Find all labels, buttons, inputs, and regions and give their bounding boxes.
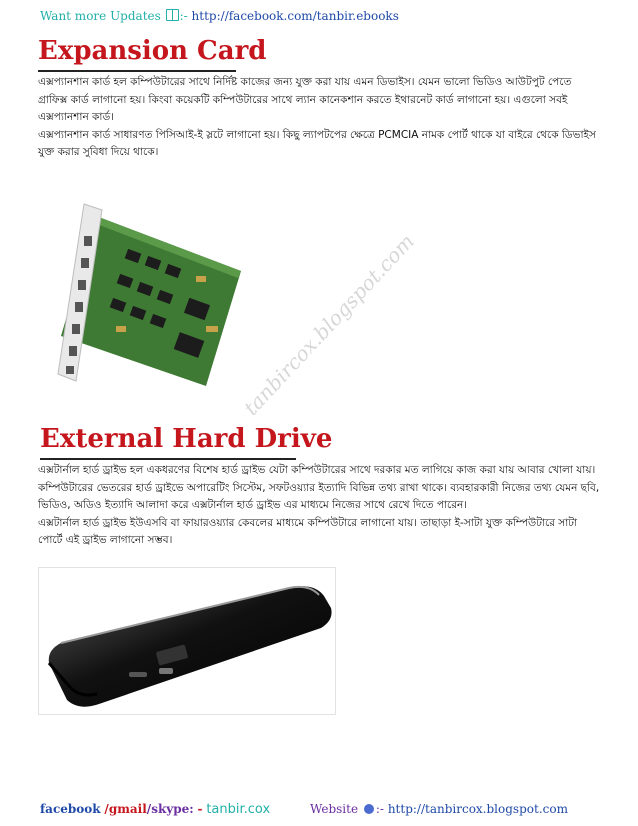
website-label: Website	[310, 802, 359, 816]
globe-icon	[364, 804, 374, 814]
footer-skype: skype:	[151, 802, 194, 816]
footer-dash: -	[197, 802, 203, 816]
footer-facebook: facebook	[40, 802, 101, 816]
expansion-card-heading: Expansion Card	[38, 36, 267, 66]
paragraph: এক্সটার্নাল হার্ড ড্রাইভ হল একধরণের বিশেষ হার্ড ড্রাইভ যেটা কম্পিউটারের সাথে দরকার মত লাগিয়ে কাজ করা যায় আবার খোলা যায়। কম্পিউটারের ভেতরের হার্ড ড্রাইভে অপারেটিং সিস্টেম, সফটওয়্যার ইত্যাদি বিভিন্ন তথ্য রাখা থাকে। ব্যবহারকারী নিজের তথ্য যেমন ছবি, ভিডিও, অডিও ইত্যাদি আলাদা করে এক্সটার্নাল হার্ড ড্রাইভ এর মাধ্যমে নিজের সাথে রেখে দিতে পারেন।	[38, 464, 600, 511]
expansion-card-underline	[38, 70, 236, 72]
footer-website	[310, 802, 568, 816]
paragraph: এক্সপ্যানশান কার্ড সাধারণত পিসিআই-ই স্লটে লাগানো হয়। কিছু ল্যাপটপের ক্ষেত্রে PCMCIA নামক পোর্ট থাকে যা বাইরে থেকে ডিভাইস যুক্ত করার সুবিধা দিয়ে থাকে।	[38, 128, 596, 158]
book-icon	[166, 9, 179, 21]
facebook-ebooks-link[interactable]: http://facebook.com/tanbir.ebooks	[191, 9, 399, 23]
paragraph: এক্সটার্নাল হার্ড ড্রাইভ ইউএসবি বা ফায়ারওয়্যার কেবলের মাধ্যমে কম্পিউটারে লাগানো যায়। তাছাড়া ই-সাটা যুক্ত কম্পিউটারে সাটা পোর্টে এই ড্রাইভ লাগানো সম্ভব।	[38, 516, 578, 546]
external-hard-drive-underline	[40, 458, 296, 460]
paragraph: এক্সপ্যানশান কার্ড হল কম্পিউটারের সাথে নির্দিষ্ট কাজের জন্য যুক্ত করা যায় এমন ডিভাইস। যেমন ভালো ভিডিও আউটপুট পেতে গ্রাফিক্স কার্ড লাগানো হয়। কিংবা কয়েকটি কম্পিউটারের সাথে ল্যান কানেকশান করতে ইথারনেট কার্ড লাগানো হয়। এগুলো সবই এক্সপ্যানশান কার্ড।	[38, 76, 572, 123]
blog-link[interactable]: http://tanbircox.blogspot.com	[387, 802, 568, 816]
footer-slash: /	[146, 802, 152, 816]
footer-slash: /	[104, 802, 109, 816]
external-hard-drive-heading: External Hard Drive	[40, 424, 333, 454]
footer-gmail: gmail	[108, 802, 147, 816]
website-separator: :-	[375, 802, 384, 816]
external-hard-drive-body	[38, 462, 604, 550]
updates-separator: :-	[179, 9, 188, 23]
expansion-card-body	[38, 74, 598, 162]
external-hard-drive-image	[38, 567, 336, 715]
updates-label: Want more Updates	[40, 9, 161, 23]
expansion-card-image	[56, 196, 244, 394]
top-updates-line	[40, 8, 399, 23]
footer-username: tanbir.cox	[206, 802, 271, 817]
watermark-text: tanbircox.blogspot.com	[238, 229, 419, 420]
footer-contact	[40, 802, 270, 817]
